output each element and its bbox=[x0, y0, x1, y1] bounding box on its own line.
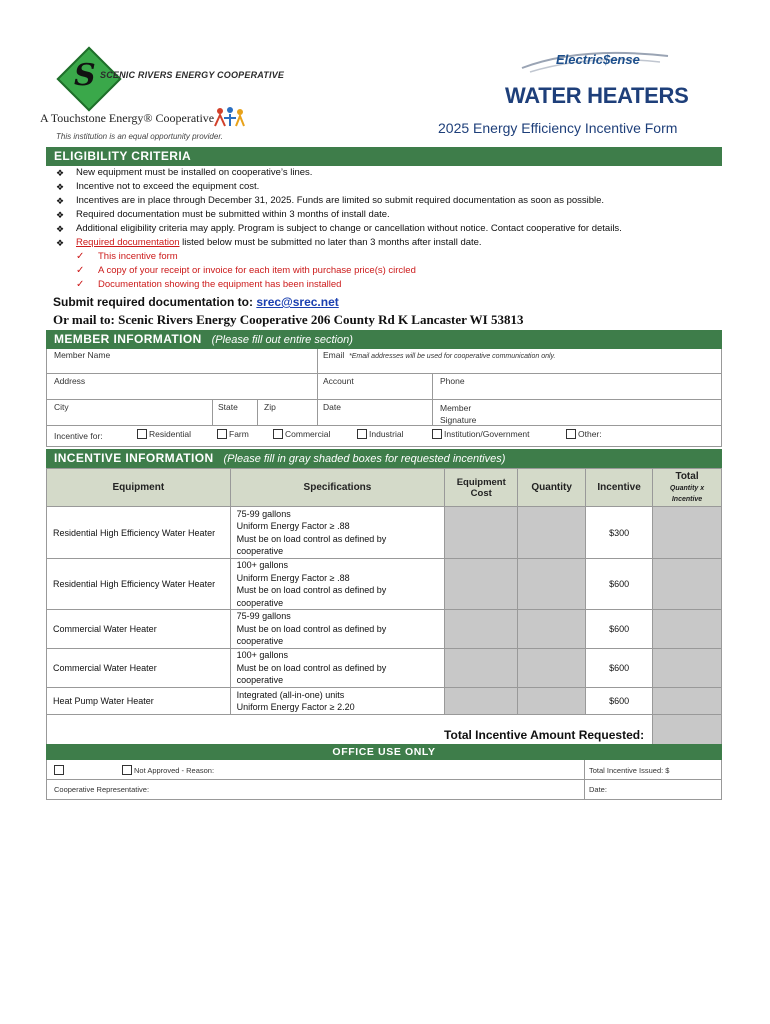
checkbox-icon bbox=[432, 429, 442, 439]
checklist-item: ✓ Documentation showing the equipment has been installed bbox=[76, 279, 342, 290]
total-input[interactable] bbox=[653, 507, 722, 559]
list-item: ❖ Incentive not to exceed the equipment cost. bbox=[56, 181, 260, 192]
incentive-amount: $600 bbox=[586, 649, 653, 688]
diamond-bullet-icon: ❖ bbox=[56, 168, 65, 178]
farm-checkbox[interactable]: Farm bbox=[217, 429, 249, 439]
list-item: ❖ Additional eligibility criteria may apply. Program is subject to change or cancellation without notice. Contact cooperative for details. bbox=[56, 223, 622, 234]
eligibility-heading-bar bbox=[46, 147, 722, 166]
checkmark-icon: ✓ bbox=[76, 279, 85, 290]
touchstone-text: A Touchstone Energy® Cooperative bbox=[40, 111, 215, 125]
industrial-checkbox[interactable]: Industrial bbox=[357, 429, 404, 439]
office-grid bbox=[46, 760, 722, 800]
list-item: ❖ New equipment must be installed on cooperative’s lines. bbox=[56, 167, 313, 178]
total-incentive-input[interactable] bbox=[653, 715, 722, 747]
commercial-checkbox[interactable]: Commercial bbox=[273, 429, 330, 439]
incentive-amount: $600 bbox=[586, 688, 653, 715]
diamond-bullet-icon: ❖ bbox=[56, 182, 65, 192]
equipment-cost-input[interactable] bbox=[445, 688, 518, 715]
equipment-cell: Residential High Efficiency Water Heater bbox=[47, 507, 231, 559]
equipment-cell: Commercial Water Heater bbox=[47, 610, 231, 649]
incentive-table bbox=[46, 468, 722, 747]
office-heading: OFFICE USE ONLY bbox=[46, 744, 722, 760]
account-field[interactable]: Account bbox=[323, 376, 354, 386]
quantity-input[interactable] bbox=[518, 649, 586, 688]
checklist-item: ✓ This incentive form bbox=[76, 251, 178, 262]
total-input[interactable] bbox=[653, 610, 722, 649]
equipment-cost-input[interactable] bbox=[445, 507, 518, 559]
checkbox-icon bbox=[54, 765, 64, 775]
spec-cell: 75-99 gallons Uniform Energy Factor ≥ .88 Must be on load control as defined by cooperative bbox=[230, 507, 445, 559]
equipment-cell: Commercial Water Heater bbox=[47, 649, 231, 688]
state-field[interactable]: State bbox=[218, 402, 238, 412]
electricsense-brand: Electric$ense bbox=[556, 52, 640, 67]
office-use-section bbox=[46, 744, 722, 800]
table-header-row bbox=[47, 469, 722, 507]
total-issued-field[interactable]: Total Incentive Issued: $ bbox=[589, 766, 670, 775]
incentive-heading-bar bbox=[46, 449, 722, 468]
incentive-heading: INCENTIVE INFORMATION bbox=[54, 451, 214, 465]
incentive-amount: $600 bbox=[586, 559, 653, 610]
form-subtitle: 2025 Energy Efficiency Incentive Form bbox=[438, 120, 678, 136]
table-row bbox=[47, 559, 722, 610]
list-item: ❖ Required documentation listed below must be submitted no later than 3 months after install date. bbox=[56, 237, 482, 248]
incentive-amount: $300 bbox=[586, 507, 653, 559]
member-info-grid bbox=[46, 349, 722, 447]
equipment-cost-input[interactable] bbox=[445, 649, 518, 688]
representative-field[interactable]: Cooperative Representative: bbox=[54, 785, 150, 794]
diamond-bullet-icon: ❖ bbox=[56, 238, 65, 248]
spec-cell: 100+ gallons Must be on load control as defined by cooperative bbox=[230, 649, 445, 688]
diamond-bullet-icon: ❖ bbox=[56, 224, 65, 234]
spec-cell: 100+ gallons Uniform Energy Factor ≥ .88 Must be on load control as defined by cooperative bbox=[230, 559, 445, 610]
member-heading-note: (Please fill out entire section) bbox=[211, 334, 353, 346]
eligibility-list bbox=[46, 166, 722, 292]
equipment-cell: Heat Pump Water Heater bbox=[47, 688, 231, 715]
checkbox-icon bbox=[217, 429, 227, 439]
spec-cell: Integrated (all-in-one) units Uniform Energy Factor ≥ 2.20 bbox=[230, 688, 445, 715]
submit-instructions: Submit required documentation to: srec@srec.net bbox=[53, 295, 339, 309]
quantity-input[interactable] bbox=[518, 610, 586, 649]
checkbox-icon bbox=[357, 429, 367, 439]
checkbox-icon bbox=[273, 429, 283, 439]
residential-checkbox[interactable]: Residential bbox=[137, 429, 191, 439]
checkbox-icon bbox=[137, 429, 147, 439]
table-row bbox=[47, 688, 722, 715]
col-incentive: Incentive bbox=[586, 469, 653, 507]
approved-checkbox[interactable] bbox=[54, 765, 66, 775]
incentive-heading-note: (Please fill in gray shaded boxes for requested incentives) bbox=[223, 453, 506, 465]
phone-field[interactable]: Phone bbox=[440, 376, 465, 386]
eligibility-heading: ELIGIBILITY CRITERIA bbox=[54, 149, 192, 163]
incentive-amount: $600 bbox=[586, 610, 653, 649]
email-field[interactable]: Email *Email addresses will be used for cooperative communication only. bbox=[323, 350, 556, 360]
member-heading: MEMBER INFORMATION bbox=[54, 332, 202, 346]
table-row bbox=[47, 649, 722, 688]
list-item: ❖ Incentives are in place through December 31, 2025. Funds are limited so submit required documentation as soon as possible. bbox=[56, 195, 605, 206]
col-specifications: Specifications bbox=[230, 469, 445, 507]
col-total: Total Quantity x Incentive bbox=[653, 469, 722, 507]
quantity-input[interactable] bbox=[518, 507, 586, 559]
checkbox-icon bbox=[122, 765, 132, 775]
office-date-field[interactable]: Date: bbox=[589, 785, 607, 794]
col-equipment: Equipment bbox=[47, 469, 231, 507]
diamond-bullet-icon: ❖ bbox=[56, 196, 65, 206]
equipment-cell: Residential High Efficiency Water Heater bbox=[47, 559, 231, 610]
total-input[interactable] bbox=[653, 649, 722, 688]
member-name-field[interactable]: Member Name bbox=[54, 350, 111, 360]
total-row bbox=[47, 715, 722, 747]
coop-logo-s-icon: S bbox=[74, 58, 96, 93]
checkmark-icon: ✓ bbox=[76, 265, 85, 276]
member-heading-bar bbox=[46, 330, 722, 349]
email-note: *Email addresses will be used for cooperative communication only. bbox=[349, 353, 556, 360]
incentive-for-label: Incentive for: bbox=[54, 431, 103, 441]
col-equipment-cost: Equipment Cost bbox=[445, 469, 518, 507]
list-item: ❖ Required documentation must be submitted within 3 months of install date. bbox=[56, 209, 390, 220]
diamond-bullet-icon: ❖ bbox=[56, 210, 65, 220]
total-input[interactable] bbox=[653, 559, 722, 610]
member-signature-field[interactable]: Member Signature bbox=[440, 403, 477, 425]
checkmark-icon: ✓ bbox=[76, 251, 85, 262]
checklist-item: ✓ A copy of your receipt or invoice for each item with purchase price(s) circled bbox=[76, 265, 416, 276]
mail-instructions: Or mail to: Scenic Rivers Energy Cooperative 206 County Rd K Lancaster WI 53813 bbox=[53, 312, 524, 327]
other-checkbox[interactable]: Other: bbox=[566, 429, 602, 439]
equipment-cost-input[interactable] bbox=[445, 610, 518, 649]
checkbox-icon bbox=[566, 429, 576, 439]
spec-cell: 75-99 gallons Must be on load control as defined by cooperative bbox=[230, 610, 445, 649]
total-input[interactable] bbox=[653, 688, 722, 715]
page-header bbox=[0, 0, 770, 146]
address-field[interactable]: Address bbox=[54, 376, 86, 386]
table-row bbox=[47, 507, 722, 559]
zip-field[interactable]: Zip bbox=[264, 402, 276, 412]
total-incentive-label: Total Incentive Amount Requested: bbox=[47, 715, 653, 747]
submit-email-link[interactable]: srec@srec.net bbox=[256, 295, 339, 309]
coop-name: SCENIC RIVERS ENERGY COOPERATIVE bbox=[100, 70, 285, 80]
institution-checkbox[interactable]: Institution/Government bbox=[432, 429, 530, 439]
date-field[interactable]: Date bbox=[323, 402, 341, 412]
city-field[interactable]: City bbox=[54, 402, 69, 412]
equal-opportunity-note: This institution is an equal opportunity provider. bbox=[56, 132, 223, 141]
quantity-input[interactable] bbox=[518, 688, 586, 715]
not-approved-checkbox[interactable]: Not Approved - Reason: bbox=[122, 765, 214, 775]
quantity-input[interactable] bbox=[518, 559, 586, 610]
touchstone-people-icon bbox=[212, 106, 246, 128]
equipment-cost-input[interactable] bbox=[445, 559, 518, 610]
page-title: WATER HEATERS bbox=[505, 83, 689, 108]
table-row bbox=[47, 610, 722, 649]
col-quantity: Quantity bbox=[518, 469, 586, 507]
